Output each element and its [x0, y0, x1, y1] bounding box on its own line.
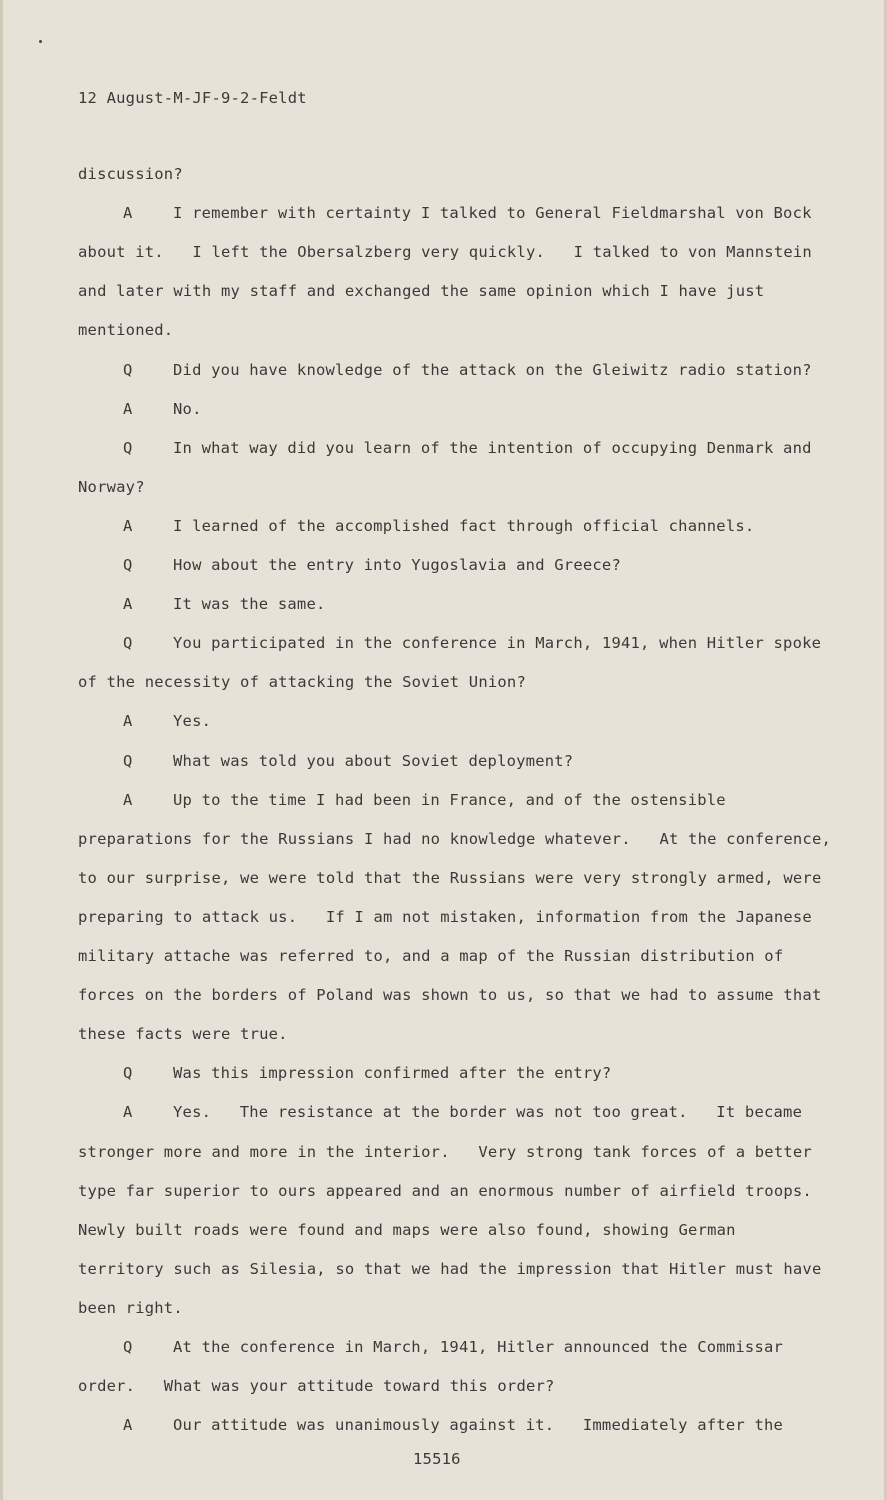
text-line: What was told you about Soviet deployment? [173, 751, 574, 770]
text-line: discussion? [78, 165, 183, 183]
text-line: Yes. The resistance at the border was not too great. It became [173, 1103, 803, 1122]
text-line: Did you have knowledge of the attack on the Gleiwitz radio station? [173, 360, 812, 379]
text-line: You participated in the conference in March, 1941, when Hitler spoke [173, 634, 822, 653]
text-line: stronger more and more in the interior. Very strong tank forces of a better [78, 1142, 812, 1161]
text-line: been right. [78, 1298, 183, 1317]
text-line: It was the same. [173, 595, 326, 614]
speaker-label: Q [123, 1064, 133, 1083]
text-line: these facts were true. [78, 1025, 288, 1044]
speaker-label: A [123, 1416, 133, 1435]
speaker-label: A [123, 516, 133, 535]
speaker-label: Q [123, 751, 133, 770]
speaker-label: Q [123, 556, 133, 574]
text-line: Was this impression confirmed after the entry? [173, 1064, 612, 1083]
speaker-label: A [123, 204, 133, 223]
text-line: and later with my staff and exchanged the same opinion which I have just [78, 282, 765, 301]
speaker-label: A [123, 1103, 133, 1122]
text-line: to our surprise, we were told that the Russians were very strongly armed, were [78, 868, 822, 887]
text-line: order. What was your attitude toward this order? [78, 1377, 555, 1396]
speaker-label: A [123, 790, 133, 809]
speaker-label: A [123, 712, 133, 731]
text-line: mentioned. [78, 321, 174, 340]
text-line: No. [173, 399, 202, 418]
text-line: How about the entry into Yugoslavia and Greece? [173, 556, 621, 574]
text-line: type far superior to ours appeared and an enormous number of airfield troops. [78, 1181, 812, 1200]
text-line: Norway? [78, 477, 145, 496]
speaker-label: Q [123, 1338, 133, 1356]
text-line: about it. I left the Obersalzberg very quickly. I talked to von Mannstein [78, 243, 812, 262]
text-line: Newly built roads were found and maps were also found, showing German [78, 1220, 736, 1239]
text-line: Yes. [173, 712, 212, 731]
text-line: preparations for the Russians I had no knowledge whatever. At the conference, [78, 829, 832, 848]
text-line: forces on the borders of Poland was shown to us, so that we had to assume that [78, 986, 822, 1005]
text-line: I remember with certainty I talked to General Fieldmarshal von Bock [173, 204, 812, 223]
text-line: I learned of the accomplished fact through official channels. [173, 516, 755, 535]
speaker-label: Q [123, 360, 133, 379]
page-header: 12 August-M-JF-9-2-Feldt [78, 89, 307, 107]
text-line: preparing to attack us. If I am not mistaken, information from the Japanese [78, 907, 812, 926]
text-line: of the necessity of attacking the Soviet Union? [78, 673, 526, 692]
text-line: Up to the time I had been in France, and of the ostensible [173, 790, 726, 809]
text-line: At the conference in March, 1941, Hitler announced the Commissar [173, 1338, 784, 1356]
speaker-label: A [123, 595, 133, 614]
speaker-label: A [123, 399, 133, 418]
text-line: territory such as Silesia, so that we had the impression that Hitler must have [78, 1259, 822, 1278]
text-line: Our attitude was unanimously against it. Immediately after the [173, 1416, 784, 1435]
text-line: In what way did you learn of the intention of occupying Denmark and [173, 438, 812, 457]
stray-mark [39, 40, 42, 43]
speaker-label: Q [123, 438, 133, 457]
speaker-label: Q [123, 634, 133, 653]
page-number: 15516 [413, 1450, 461, 1468]
text-line: military attache was referred to, and a map of the Russian distribution of [78, 947, 784, 965]
